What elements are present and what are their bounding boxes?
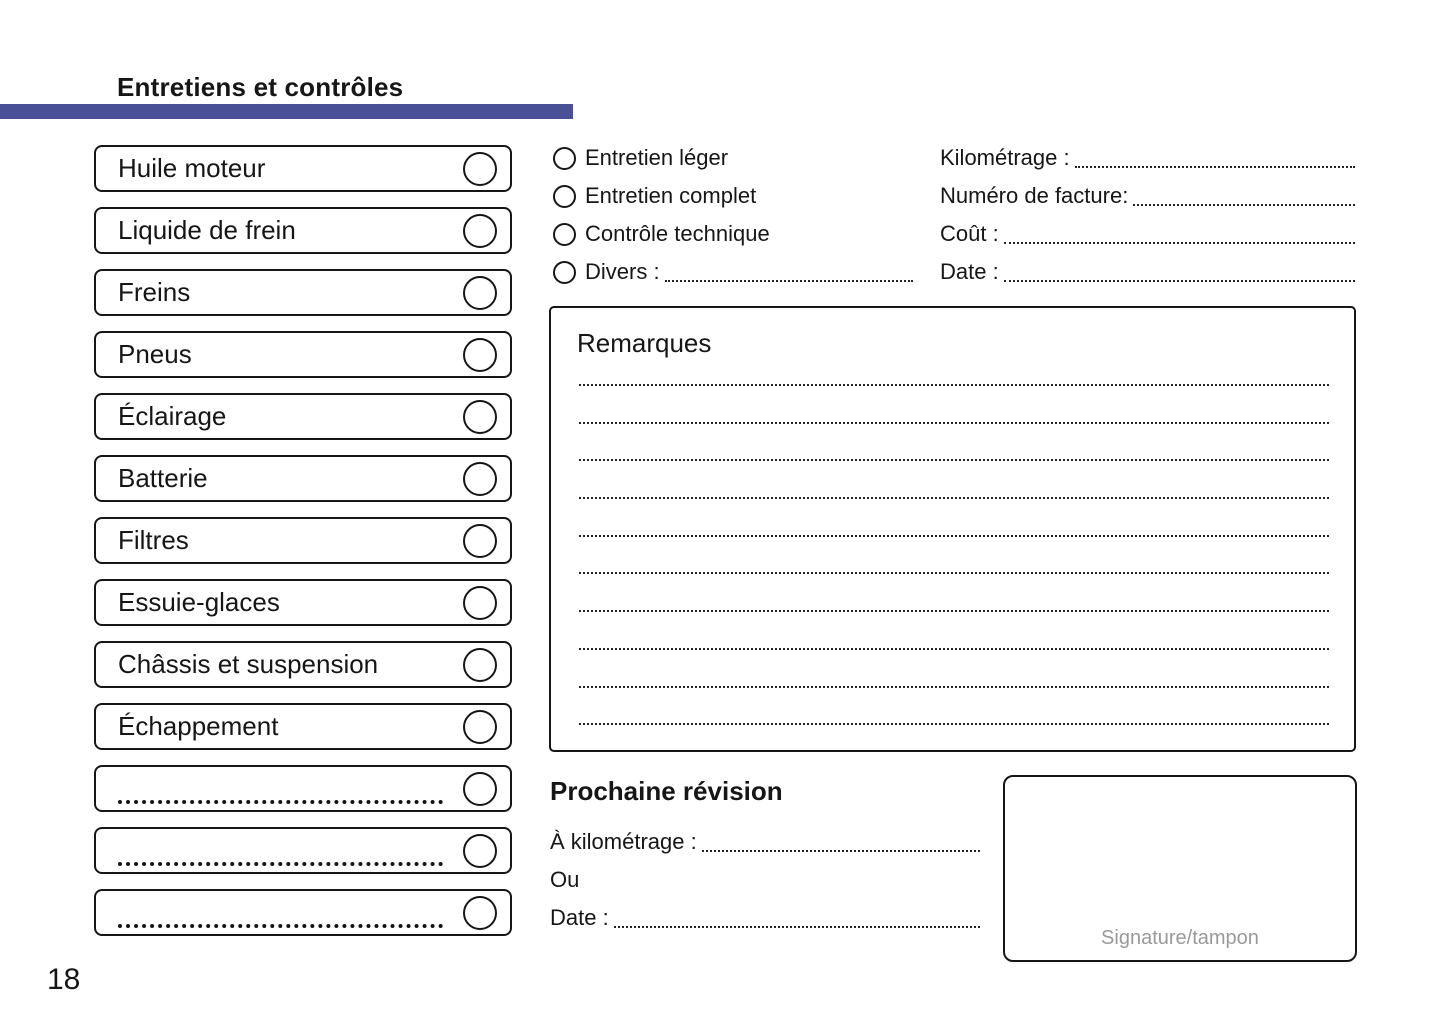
checklist-item-label: Essuie-glaces — [118, 587, 280, 617]
remarks-line[interactable] — [579, 572, 1329, 610]
field-entry-line[interactable] — [1075, 166, 1355, 168]
check-circle[interactable] — [463, 834, 497, 868]
checklist-row-blank — [94, 765, 512, 812]
checklist-row — [94, 393, 512, 440]
next-service-date-label: Date : — [550, 905, 609, 930]
checklist-row — [94, 579, 512, 626]
page-number: 18 — [47, 963, 81, 996]
next-service-km-label: À kilométrage : — [550, 829, 697, 854]
service-type-option — [553, 253, 913, 291]
remarks-line[interactable] — [579, 422, 1329, 460]
next-service-date-row — [550, 899, 980, 937]
radio-circle[interactable] — [553, 261, 576, 284]
checklist-row — [94, 455, 512, 502]
field-label-numero-facture: Numéro de facture: — [940, 183, 1129, 208]
checklist-row — [94, 517, 512, 564]
field-row — [940, 253, 1355, 291]
checklist-item-label: Batterie — [118, 463, 208, 493]
checklist-item-label: Éclairage — [118, 401, 227, 431]
checklist-item-label: Échappement — [118, 711, 279, 741]
check-circle[interactable] — [463, 648, 497, 682]
remarks-line[interactable] — [579, 610, 1329, 648]
remarks-line[interactable] — [579, 535, 1329, 573]
checklist-item-label: Filtres — [118, 525, 189, 555]
next-service-km-entry-line[interactable] — [702, 850, 980, 852]
check-circle[interactable] — [463, 462, 497, 496]
check-circle[interactable] — [463, 338, 497, 372]
checklist-item-label: Freins — [118, 277, 191, 307]
checklist-row — [94, 269, 512, 316]
field-entry-line[interactable] — [1133, 204, 1355, 206]
check-circle[interactable] — [463, 896, 497, 930]
check-circle[interactable] — [463, 710, 497, 744]
service-type-label: Entretien complet — [585, 183, 757, 208]
remarks-line[interactable] — [579, 497, 1329, 535]
service-type-list — [553, 139, 913, 291]
remarks-line[interactable] — [579, 384, 1329, 422]
service-type-option — [553, 139, 913, 177]
remarks-line[interactable] — [579, 686, 1329, 724]
checklist-row-blank — [94, 889, 512, 936]
page-title: Entretiens et contrôles — [117, 72, 404, 102]
signature-box[interactable] — [1003, 775, 1357, 962]
field-row — [940, 215, 1355, 253]
remarks-line[interactable] — [579, 723, 1329, 752]
field-label-date: Date : — [940, 259, 999, 284]
checklist-item-label: Châssis et suspension — [118, 649, 379, 679]
checklist-row-blank — [94, 827, 512, 874]
next-service-or-label: Ou — [550, 867, 580, 892]
divers-entry-line[interactable] — [665, 280, 913, 282]
checklist-item-label: Liquide de frein — [118, 215, 296, 245]
field-label-kilometrage: Kilométrage : — [940, 145, 1070, 170]
check-circle[interactable] — [463, 772, 497, 806]
next-service-title: Prochaine révision — [550, 776, 783, 806]
radio-circle[interactable] — [553, 223, 576, 246]
service-type-label: Divers : — [585, 259, 660, 284]
blank-entry-dotted-line[interactable] — [118, 898, 443, 928]
next-service-date-entry-line[interactable] — [614, 926, 980, 928]
checklist-item-label: Huile moteur — [118, 153, 266, 183]
checklist-row — [94, 641, 512, 688]
blank-entry-dotted-line[interactable] — [118, 836, 443, 866]
blank-entry-dotted-line[interactable] — [118, 774, 443, 804]
service-info-fields — [940, 139, 1355, 291]
remarks-box[interactable] — [549, 306, 1356, 752]
check-circle[interactable] — [463, 400, 497, 434]
remarks-line[interactable] — [579, 648, 1329, 686]
field-label-cout: Coût : — [940, 221, 999, 246]
check-circle[interactable] — [463, 214, 497, 248]
service-type-option — [553, 215, 913, 253]
remarks-title: Remarques — [577, 328, 712, 358]
next-service-km-row — [550, 823, 980, 861]
field-entry-line[interactable] — [1004, 280, 1355, 282]
remarks-line[interactable] — [579, 459, 1329, 497]
checklist-row — [94, 207, 512, 254]
title-underline-bar — [0, 104, 573, 119]
service-type-label: Contrôle technique — [585, 221, 770, 246]
checklist-item-label: Pneus — [118, 339, 192, 369]
maintenance-checklist — [94, 145, 512, 951]
checklist-row — [94, 703, 512, 750]
checklist-row — [94, 331, 512, 378]
signature-label: Signature/tampon — [1101, 927, 1259, 949]
field-entry-line[interactable] — [1004, 242, 1355, 244]
field-row — [940, 139, 1355, 177]
remarks-writing-lines — [579, 384, 1329, 752]
check-circle[interactable] — [463, 586, 497, 620]
service-type-label: Entretien léger — [585, 145, 729, 170]
check-circle[interactable] — [463, 524, 497, 558]
check-circle[interactable] — [463, 276, 497, 310]
check-circle[interactable] — [463, 152, 497, 186]
service-type-option — [553, 177, 913, 215]
radio-circle[interactable] — [553, 185, 576, 208]
field-row — [940, 177, 1355, 215]
radio-circle[interactable] — [553, 147, 576, 170]
next-service-section — [550, 776, 980, 937]
checklist-row — [94, 145, 512, 192]
